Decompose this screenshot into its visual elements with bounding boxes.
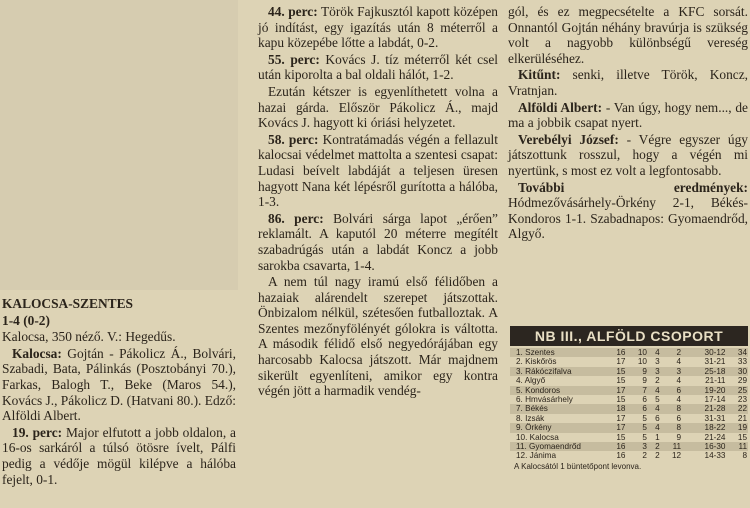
- standings-cell-l: 4: [676, 376, 682, 386]
- standings-cell-p: 17: [616, 357, 626, 367]
- standings-cell-pts: 30: [726, 367, 748, 376]
- standings-cell-goals: 16-30: [682, 442, 726, 451]
- standings-cell-team: 2. Kiskőrös: [516, 357, 557, 367]
- standings-cell-team: 1. Szentes: [510, 348, 605, 357]
- standings-cell-team: 11. Gyomaendrőd: [510, 442, 605, 451]
- standings-cell-l: 6: [661, 386, 682, 395]
- standings-cell-w: 5: [642, 432, 647, 442]
- table-row: [510, 348, 748, 357]
- standings-cell-d: 3: [648, 367, 661, 376]
- standings-cell-w: 9: [642, 376, 647, 386]
- standings-cell-d: 2: [648, 442, 661, 451]
- table-row: [510, 386, 748, 395]
- standings-cell-pts: 21: [737, 413, 747, 423]
- standings-cell-d: 5: [655, 395, 660, 405]
- standings-cell-pts: 22: [726, 404, 748, 413]
- table-row: [510, 376, 748, 385]
- minute-58-paragraph: [258, 132, 498, 210]
- standings-cell-pts: 19: [726, 423, 748, 432]
- lineup-paragraph: [2, 346, 236, 424]
- minute-86-text: Bolvári sárga lapot „érően” reklamált. A kaputól 20 méterre megítélt szabadrúgás után a labdát Koncz a jobb sarokba csavarta, 1-4.: [258, 210, 498, 273]
- standings-cell-p: 15: [616, 432, 626, 442]
- match-title: KALOCSA-SZENTES: [2, 296, 133, 311]
- standings-cell-goals: 14-33: [704, 451, 726, 461]
- minute-55-paragraph: [258, 52, 498, 83]
- standings-footnote: A Kalocsától 1 büntetőpont levonva.: [514, 461, 642, 471]
- standings-cell-d: 4: [648, 404, 661, 413]
- column-middle: [258, 4, 498, 400]
- column-right: [508, 4, 748, 243]
- standings-cell-team: 3. Rákóczifalva: [510, 367, 605, 376]
- best-players-label: Kitűnt:: [518, 67, 561, 83]
- minute-55-text: Kovács J. tíz méterről két csel után kiporolta a bal oldali hálót, 1-2.: [258, 51, 498, 83]
- standings-cell-goals: 25-18: [682, 367, 726, 376]
- standings-cell-goals: 19-20: [682, 386, 726, 395]
- standings-cell-w: 10: [637, 357, 647, 367]
- standings-cell-pts: 11: [726, 442, 748, 451]
- standings-cell-l: 3: [661, 367, 682, 376]
- standings-cell-w: 3: [626, 442, 647, 451]
- standings-cell-d: 4: [648, 423, 661, 432]
- standings-cell-team: 6. Hmvásárhely: [516, 395, 573, 405]
- standings-cell-l: 11: [661, 442, 682, 451]
- standings-cell-goals: 30-12: [682, 348, 726, 357]
- photo-area: [0, 0, 238, 290]
- standings-cell-l: 12: [671, 451, 682, 461]
- standings-cell-w: 10: [626, 348, 647, 357]
- standings-cell-l: 4: [676, 357, 682, 367]
- standings-cell-p: 17: [605, 423, 626, 432]
- standings-cell-team: 7. Békés: [510, 404, 605, 413]
- table-row: [510, 395, 748, 404]
- standings-cell-p: 18: [605, 404, 626, 413]
- standings-cell-d: 3: [655, 357, 660, 367]
- standings-cell-p: 17: [616, 413, 626, 423]
- standings-cell-l: 6: [676, 413, 682, 423]
- minute-86-paragraph: [258, 211, 498, 273]
- standings-box: [510, 326, 748, 504]
- minute-58-text: Kontratámadás végén a fellazult kalocsai védelmet mattolta a szentesi csapat: Ludasi beívelt labdáját a teljesen üresen hagyott Nana két lépésről gurította a hálóba, 1-3.: [258, 131, 498, 210]
- standings-cell-team: 9. Örkény: [510, 423, 605, 432]
- standings-cell-team: 5. Kondoros: [510, 386, 605, 395]
- quote-alfoldi-text: - Van úgy, hogy nem..., de ma a jobbik csapat nyert.: [508, 99, 748, 131]
- standings-cell-l: 8: [661, 404, 682, 413]
- standings-cell-goals: 21-11: [705, 376, 726, 386]
- standings-cell-p: 16: [605, 442, 626, 451]
- standings-cell-p: 15: [616, 376, 626, 386]
- standings-cell-goals: 21-24: [704, 432, 726, 442]
- standings-cell-l: 4: [676, 395, 682, 405]
- minute-55-label: 55. perc:: [268, 51, 320, 67]
- standings-cell-d: 2: [655, 376, 660, 386]
- standings-cell-pts: 34: [726, 348, 748, 357]
- standings-cell-w: 6: [626, 404, 647, 413]
- standings-cell-l: 9: [676, 432, 682, 442]
- standings-cell-p: 15: [616, 395, 626, 405]
- best-players-text: senki, illetve Török, Koncz, Vratnjan.: [508, 67, 748, 98]
- table-row: [510, 414, 748, 423]
- minute-19-text: Major elfutott a jobb oldalon, a 16-os sarkáról a túlsó ötösre ívelt, Pálfi pedig a védője mögül kilépve a hálóba fejelt, 0-1.: [2, 424, 236, 487]
- standings-cell-goals: 17-14: [704, 395, 726, 405]
- minute-44-paragraph: [258, 4, 498, 51]
- minute-58-label: 58. perc:: [268, 131, 319, 147]
- standings-cell-p: 16: [616, 451, 626, 461]
- quote-alfoldi-paragraph: [508, 100, 748, 131]
- standings-cell-l: 8: [661, 423, 682, 432]
- standings-cell-w: 6: [642, 395, 647, 405]
- table-row: [510, 423, 748, 432]
- standings-cell-team: 10. Kalocsa: [516, 432, 559, 442]
- quote-verebelyi-text: - Végre egyszer úgy játszottunk rosszul, hogy a végén mi nyertünk, s most ez volt a legfontosabb.: [508, 131, 749, 178]
- summary-paragraph: A nem túl nagy iramú első félidőben a hazaiak alárendelt szerepet játszottak. Önbizalom nélkül, szétesően futballoztak. A Szentes mezőnyfölényét gólokra is váltotta. A második félidő első negyedórájában egy harcosabb Kalocsa játszott. Már majdnem sikerült egyenlíteni, amikor egy kontra végén jött a harmadik vendég-: [258, 274, 498, 399]
- standings-cell-d: 2: [655, 451, 660, 461]
- minute-86-label: 86. perc:: [268, 210, 324, 226]
- lineup-text: Gojtán - Pákolicz Á., Bolvári, Szabadi, Bata, Pálinkás (Posztobányi 70.), Farkas, Balogh T., Beke (Maros 54.), Kovács J., Pákolicz D. (Hatvani 80.). Edző: Alföldi Albert.: [2, 345, 236, 424]
- minute-44-text: Török Fajkusztól kapott középen jó indítást, egy igazítás után 8 méterről a kapu közepébe lőtte a labdát, 0-2.: [258, 4, 498, 51]
- standings-cell-p: 17: [605, 386, 626, 395]
- standings-cell-pts: 15: [737, 432, 747, 442]
- standings-cell-goals: 18-22: [682, 423, 726, 432]
- table-row: [510, 433, 748, 442]
- quote-verebelyi-paragraph: [508, 132, 748, 179]
- standings-table: [510, 348, 748, 461]
- other-results-text: Hódmezővásárhely-Örkény 2-1, Békés-Kondoros 1-1. Szabadnapos: Gyomaendrőd, Algyő.: [508, 195, 748, 242]
- standings-cell-goals: 21-28: [682, 404, 726, 413]
- best-players-paragraph: [508, 67, 748, 98]
- table-row: [510, 357, 748, 366]
- standings-cell-l: 2: [661, 348, 682, 357]
- minute-19-paragraph: [2, 425, 236, 487]
- table-row: [510, 442, 748, 451]
- table-row: [510, 367, 748, 376]
- other-results-label: További eredmények:: [518, 179, 748, 195]
- standings-cell-w: 9: [626, 367, 647, 376]
- standings-cell-pts: 33: [737, 357, 747, 367]
- standings-cell-team: 12. Jánima: [516, 451, 557, 461]
- equalize-paragraph: Ezután kétszer is egyenlíthetett volna a hazai gárda. Először Pákolicz Á., majd Kovács J. hagyott ki óriási helyzetet.: [258, 83, 498, 131]
- continuation-paragraph: gól, és ez megpecsételte a KFC sorsát. Onnantól Gojtán néhány bravúrja is szükség volt a nagyobb különbségű vereség elkerüléséhez.: [508, 4, 748, 66]
- standings-cell-w: 5: [642, 413, 647, 423]
- standings-cell-goals: 31-31: [704, 413, 726, 423]
- standings-cell-d: 4: [648, 348, 661, 357]
- standings-cell-w: 5: [626, 423, 647, 432]
- standings-cell-w: 2: [642, 451, 647, 461]
- standings-cell-p: 16: [605, 348, 626, 357]
- standings-cell-p: 15: [605, 367, 626, 376]
- quote-verebelyi-label: Verebélyi József:: [518, 131, 619, 147]
- standings-cell-d: 4: [648, 386, 661, 395]
- standings-cell-pts: 29: [737, 376, 747, 386]
- column-left: [2, 296, 236, 488]
- quote-alfoldi-label: Alföldi Albert:: [518, 99, 603, 115]
- match-venue: Kalocsa, 350 néző. V.: Hegedűs.: [2, 329, 176, 345]
- match-score: 1-4 (0-2): [2, 312, 50, 328]
- minute-44-label: 44. perc:: [268, 4, 318, 19]
- table-row: [510, 404, 748, 413]
- standings-cell-pts: 25: [726, 386, 748, 395]
- standings-cell-pts: 23: [737, 395, 747, 405]
- standings-title: NB III., ALFÖLD CSOPORT: [510, 326, 748, 346]
- standings-cell-d: 1: [655, 432, 660, 442]
- other-results-paragraph: [508, 180, 748, 242]
- standings-cell-d: 6: [655, 413, 660, 423]
- standings-cell-team: 8. Izsák: [516, 413, 545, 423]
- standings-cell-team: 4. Algyő: [516, 376, 546, 386]
- table-row: [510, 451, 748, 460]
- lineup-label: Kalocsa:: [12, 345, 62, 361]
- standings-cell-w: 7: [626, 386, 647, 395]
- standings-cell-goals: 31-21: [704, 357, 726, 367]
- standings-cell-pts: 8: [742, 451, 747, 461]
- minute-19-label: 19. perc:: [12, 424, 63, 440]
